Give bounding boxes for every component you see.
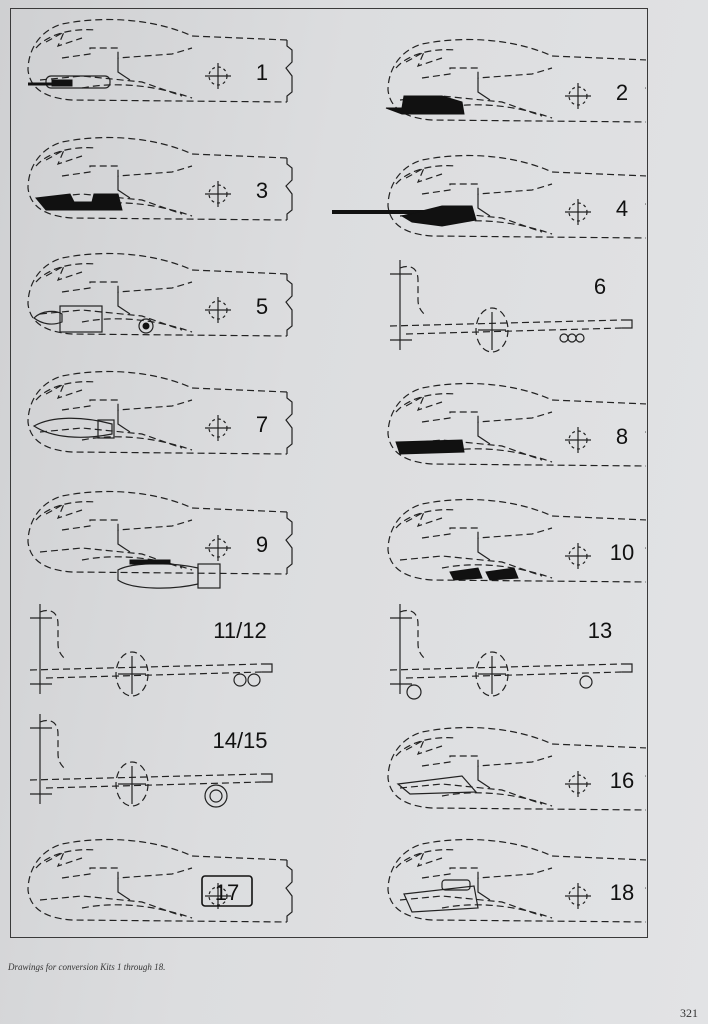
kit-label: 1 xyxy=(255,60,269,85)
kit-label: 5 xyxy=(255,294,269,319)
kit-panel xyxy=(390,604,632,699)
kit-label: 16 xyxy=(609,768,635,793)
kit-panel xyxy=(28,20,292,102)
kit-label: 10 xyxy=(609,540,635,565)
kit-label: 8 xyxy=(615,424,629,449)
kit-label: 4 xyxy=(615,196,629,221)
kit-panel xyxy=(386,40,646,122)
conversion-kits-figure xyxy=(10,8,646,936)
kit-label: 11/12 xyxy=(213,618,267,643)
kit-label: 17 xyxy=(214,880,240,905)
kit-panel xyxy=(28,138,292,220)
kit-panel xyxy=(28,254,292,336)
kit-panel xyxy=(390,260,632,352)
kit-panel xyxy=(388,840,646,922)
kit-label: 6 xyxy=(593,274,607,299)
kit-label: 9 xyxy=(255,532,269,557)
kit-panel xyxy=(30,604,272,696)
kit-panel xyxy=(28,492,292,589)
kit-label: 14/15 xyxy=(212,728,268,753)
kit-panel xyxy=(28,840,292,922)
kit-panel xyxy=(28,372,292,454)
kit-label: 7 xyxy=(255,412,269,437)
kit-panel xyxy=(388,500,646,582)
kit-panel xyxy=(30,714,272,807)
kit-panel xyxy=(332,156,646,238)
kit-panel xyxy=(388,728,646,810)
page-number: 321 xyxy=(680,1006,698,1020)
kit-label: 2 xyxy=(615,80,629,105)
kit-label: 3 xyxy=(255,178,269,203)
figure-caption: Drawings for conversion Kits 1 through 18. xyxy=(8,962,166,972)
kit-panel xyxy=(388,384,646,466)
kit-label: 18 xyxy=(609,880,635,905)
kit-label: 13 xyxy=(587,618,613,643)
kits-drawing xyxy=(10,8,646,936)
